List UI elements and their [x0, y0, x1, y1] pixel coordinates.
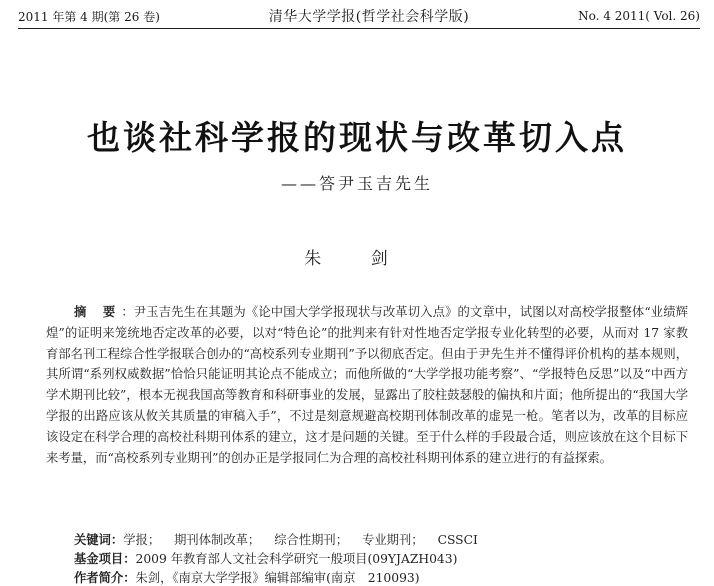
- abstract-paragraph: [46, 302, 688, 468]
- fund-line: [74, 549, 688, 567]
- article-title: 也谈社科学报的现状与改革切入点: [87, 118, 627, 157]
- keyword: 专业期刊: [362, 533, 412, 547]
- article-author: 朱 剑: [304, 249, 410, 269]
- author-info-text: 朱剑，《南京大学学报》编辑部编审(南京 210093): [135, 571, 420, 585]
- fund-label: 基金项目：: [74, 551, 136, 566]
- keyword: 综合性期刊: [274, 533, 336, 547]
- abstract-text: ：尹玉吉先生在其题为《论中国大学学报现状与改革切入点》的文章中，试图以对高校学报整体“业绩辉煌”的证明来笼统地否定改革的必要，以对“特色论”的批判来有针对性地否定学报专业化转型的必要，从而对 17 家教育部名刊工程综合性学报联合创办的“高校系列专业期刊”予以彻底否定。但由于尹先生并不懂得评价机构的基本规则，其所谓“系列权威数据”恰恰只能证明其论点不能成立；而他所做的“大学学报功能考察”、“学报特色反思”以及“中西方学术期刊比较”，根本无视我国高等教育和科研事业的发展，显露出了胶柱鼓瑟般的偏执和片面；他所提出的“我国大学学报的出路应该从攸关其质量的审稿入手”，不过是刻意规避高校期刊体制改革的虚晃一枪。笔者以为，改革的目标应该设定在科学合理的高校社科期刊体系的建立，这才是问题的关键。至于什么样的手段最合适，则应该放在这个目标下来考量，而“高校系列专业期刊”的创办正是学报同仁为合理的高校社科期刊体系的建立进行的有益探索。: [46, 305, 688, 465]
- issue-info: 2011 年第 4 期(第 26 卷): [18, 9, 160, 24]
- author-info-label: 作者简介：: [74, 570, 136, 585]
- header-rule: [18, 28, 700, 29]
- author-info-line: [74, 568, 688, 586]
- running-header: [18, 4, 700, 28]
- keyword: 学报: [123, 533, 148, 547]
- keywords-label: 关键词：: [74, 532, 124, 547]
- fund-text: 2009 年教育部人文社会科学研究一般项目(09YJAZH043): [135, 552, 458, 566]
- journal-name: 清华大学学报(哲学社会科学版): [268, 9, 470, 25]
- article-subtitle: ——答尹玉吉先生: [280, 174, 433, 193]
- keywords-line: 关键词：学报； 期刊体制改革； 综合性期刊； 专业期刊； CSSCI: [74, 532, 478, 547]
- issue-info-en: No. 4 2011( Vol. 26): [578, 9, 700, 23]
- keyword: CSSCI: [437, 533, 478, 547]
- keyword: 期刊体制改革: [174, 533, 248, 547]
- abstract-label: 摘 要: [74, 304, 122, 319]
